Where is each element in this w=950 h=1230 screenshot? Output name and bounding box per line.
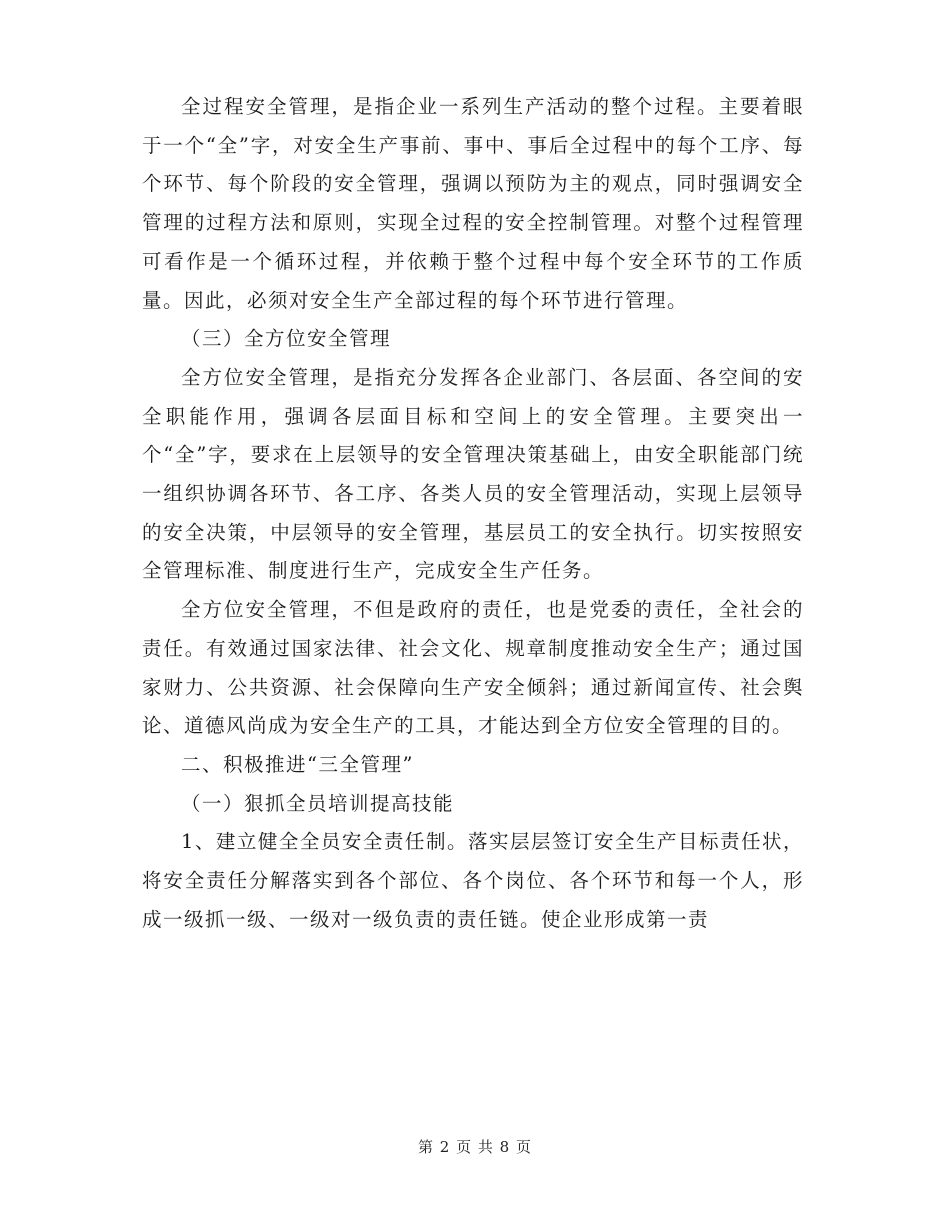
paragraph-all-round-responsibility: 全方位安全管理，不但是政府的责任，也是党委的责任，全社会的责任。有效通过国家法律、社会文化、规章制度推动安全生产；通过国家财力、公共资源、社会保障向生产安全倾斜；通过新闻宣传、社会舆论、道德风尚成为安全生产的工具，才能达到全方位安全管理的目的。 [142,598,804,738]
subsection-heading-training: （一）狠抓全员培训提高技能 [181,791,455,815]
section-heading-all-round: （三）全方位安全管理 [181,327,392,351]
paragraph-all-round-definition: 全方位安全管理，是指充分发挥各企业部门、各层面、各空间的安全职能作用，强调各层面目标和空间上的安全管理。主要突出一个“全”字，要求在上层领导的安全管理决策基础上，由安全职能部门统一组织协调各环节、各工序、各类人员的安全管理活动，实现上层领导的安全决策，中层领导的安全管理，基层员工的安全执行。切实按照安全管理标准、制度进行生产，完成安全生产任务。 [142,365,804,583]
section-heading-promote: 二、积极推进“三全管理” [181,752,414,776]
document-body [142,88,804,939]
paragraph-responsibility-system: 1、建立健全全员安全责任制。落实层层签订安全生产目标责任状，将安全责任分解落实到各个部位、各个岗位、各个环节和每一个人，形成一级抓一级、一级对一级负责的责任链。使企业形成第一责 [142,830,804,931]
page-number-footer: 第 2 页 共 8 页 [418,1138,532,1156]
paragraph-whole-process: 全过程安全管理，是指企业一系列生产活动的整个过程。主要着眼于一个“全”字，对安全生产事前、事中、事后全过程中的每个工序、每个环节、每个阶段的安全管理，强调以预防为主的观点，同时强调安全管理的过程方法和原则，实现全过程的安全控制管理。对整个过程管理可看作是一个循环过程，并依赖于整个过程中每个安全环节的工作质量。因此，必须对安全生产全部过程的每个环节进行管理。 [142,95,804,312]
